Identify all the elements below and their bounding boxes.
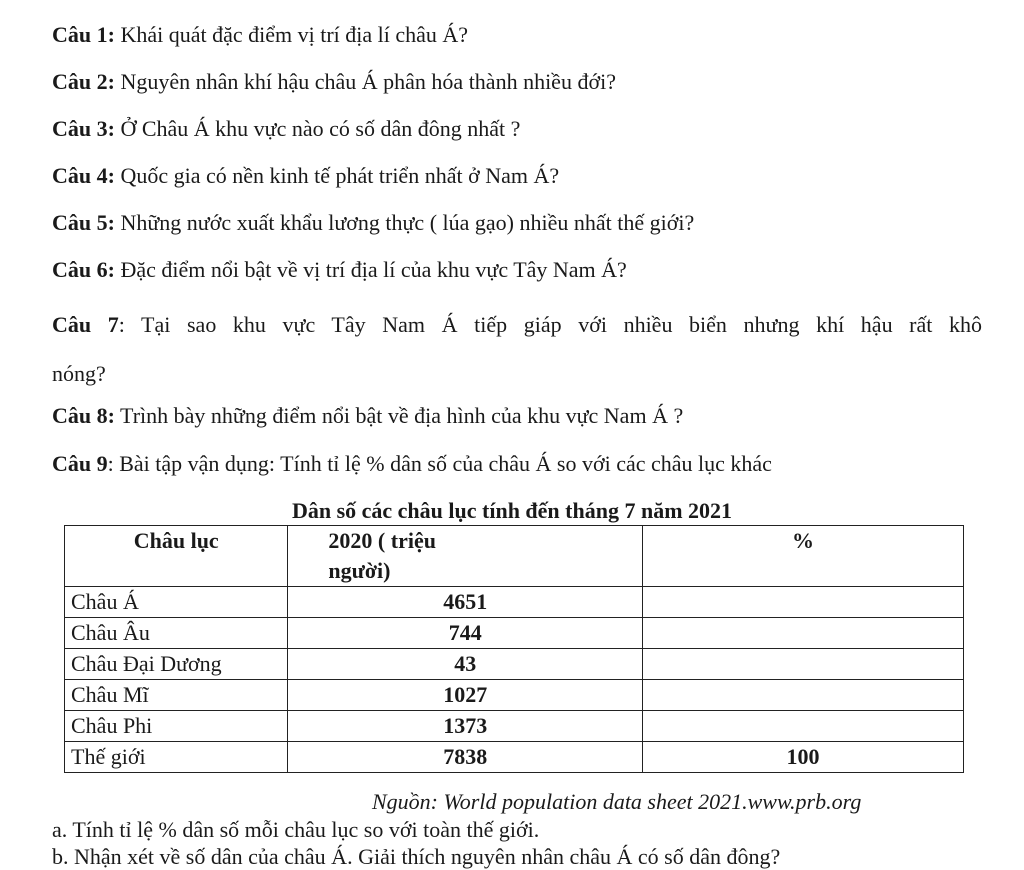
- question-6: [52, 257, 627, 283]
- header-percent: %: [642, 526, 963, 587]
- row-value: 744: [288, 618, 643, 649]
- task-a: a. Tính tỉ lệ % dân số mỗi châu lục so với toàn thế giới.: [52, 817, 540, 842]
- row-name: Châu Mĩ: [65, 680, 288, 711]
- table-caption: Dân số các châu lục tính đến tháng 7 năm 2021: [291, 498, 733, 523]
- row-percent: 100: [642, 742, 963, 773]
- question-2: [52, 69, 616, 95]
- row-percent: [642, 680, 963, 711]
- question-text: : Tại sao khu vực Tây Nam Á tiếp giáp với nhiều biển nhưng khí hậu rất khô: [118, 312, 982, 337]
- header-continent: Châu lục: [65, 526, 288, 587]
- question-label: Câu 6:: [52, 257, 115, 282]
- question-9: [52, 451, 772, 477]
- question-label: Câu 5:: [52, 210, 115, 235]
- header-population: [288, 526, 643, 587]
- table-row: [65, 680, 964, 711]
- question-label: Câu 8:: [52, 403, 115, 428]
- row-percent: [642, 587, 963, 618]
- row-value: 43: [288, 649, 643, 680]
- row-name: Châu Á: [65, 587, 288, 618]
- header-population-line1: 2020 ( triệu: [328, 528, 436, 553]
- question-text: : Bài tập vận dụng: Tính tỉ lệ % dân số của châu Á so với các châu lục khác: [107, 451, 772, 476]
- row-value: 1027: [288, 680, 643, 711]
- table-row: [65, 711, 964, 742]
- population-table: [64, 525, 964, 773]
- question-label: Câu 9: [52, 451, 108, 476]
- row-name: Châu Âu: [65, 618, 288, 649]
- row-percent: [642, 618, 963, 649]
- row-value: 7838: [288, 742, 643, 773]
- question-label: Câu 2:: [52, 69, 115, 94]
- question-label: Câu 3:: [52, 116, 115, 141]
- question-text: Khái quát đặc điểm vị trí địa lí châu Á?: [114, 22, 469, 47]
- table-row: [65, 742, 964, 773]
- question-label: Câu 1:: [52, 22, 115, 47]
- question-text: Nguyên nhân khí hậu châu Á phân hóa thành nhiều đới?: [114, 69, 616, 94]
- question-1: [52, 22, 468, 48]
- question-label: Câu 7: [52, 312, 119, 337]
- row-percent: [642, 649, 963, 680]
- question-7-continuation: nóng?: [52, 361, 106, 386]
- task-b: b. Nhận xét về số dân của châu Á. Giải thích nguyên nhân châu Á có số dân đông?: [52, 844, 781, 869]
- row-percent: [642, 711, 963, 742]
- row-value: 1373: [288, 711, 643, 742]
- question-5: [52, 210, 694, 236]
- question-4: [52, 163, 559, 189]
- table-source: Nguồn: World population data sheet 2021.www.prb.org: [372, 789, 862, 814]
- table-row: [65, 618, 964, 649]
- question-3: [52, 116, 520, 142]
- row-name: Thế giới: [65, 742, 288, 773]
- question-text: Những nước xuất khẩu lương thực ( lúa gạo) nhiều nhất thế giới?: [114, 210, 695, 235]
- table-row: [65, 587, 964, 618]
- header-population-line2: người): [328, 558, 391, 583]
- question-8: [52, 403, 683, 429]
- row-value: 4651: [288, 587, 643, 618]
- question-7: [52, 312, 982, 338]
- row-name: Châu Đại Dương: [65, 649, 288, 680]
- table-header-row: [65, 526, 964, 587]
- row-name: Châu Phi: [65, 711, 288, 742]
- table-row: [65, 649, 964, 680]
- question-text: Đặc điểm nổi bật về vị trí địa lí của khu vực Tây Nam Á?: [114, 257, 627, 282]
- question-text: Ở Châu Á khu vực nào có số dân đông nhất ?: [114, 116, 521, 141]
- question-text: Trình bày những điểm nổi bật về địa hình của khu vực Nam Á ?: [114, 403, 684, 428]
- question-label: Câu 4:: [52, 163, 115, 188]
- question-text: Quốc gia có nền kinh tế phát triển nhất ở Nam Á?: [114, 163, 560, 188]
